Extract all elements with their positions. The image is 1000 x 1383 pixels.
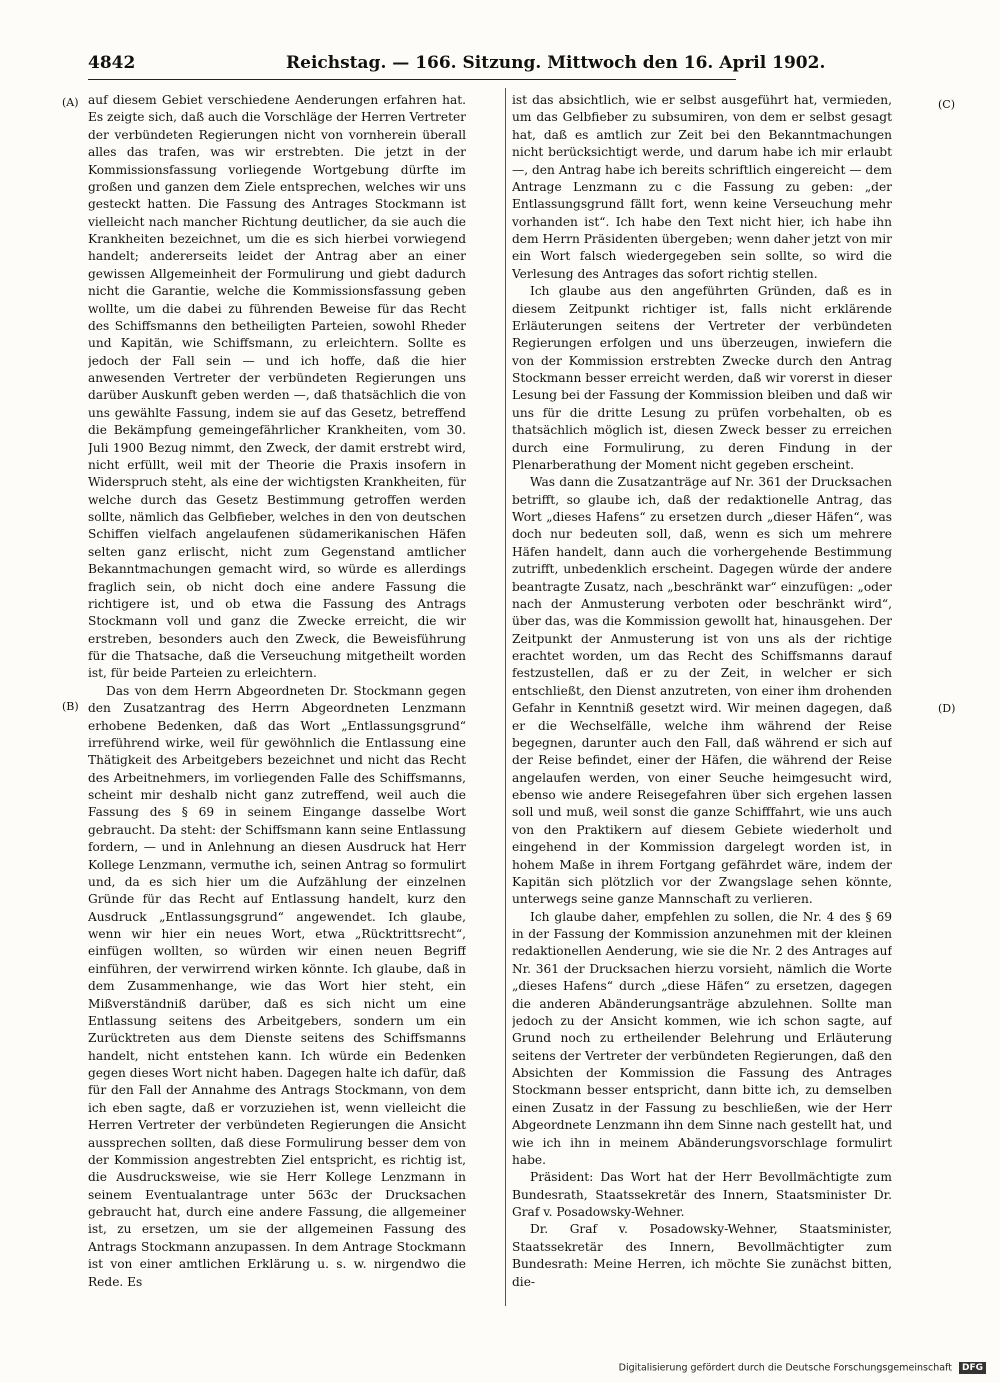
right-column: [512, 92, 892, 1306]
page-number: 4842: [88, 53, 136, 73]
column-divider: [505, 88, 506, 1306]
paragraph: Das von dem Herrn Abgeordneten Dr. Stockmann gegen den Zusatzantrag des Herrn Abgeordneten Lenzmann erhobene Bedenken, daß das Wort „Entlassungsgrund“ irreführend wirke, weil für gewöhnlich die Entlassung eine Thätigkeit des Arbeitgebers bezeichnet und nicht das Recht des Arbeitnehmers, im vorliegenden Falle des Schiffsmanns, scheint mir deshalb nicht ganz zutreffend, weil auch die Fassung des § 69 in seinem Eingange dasselbe Wort gebraucht. Da steht: der Schiffsmann kann seine Entlassung fordern, — und in Anlehnung an diesen Ausdruck hat Herr Kollege Lenzmann, vermuthe ich, seinen Antrag so formulirt und, da es sich hier um die Aufzählung der einzelnen Gründe für das Recht auf Entlassung handelt, kurz den Ausdruck „Entlassungsgrund“ angewendet. Ich glaube, wenn wir hier ein neues Wort, etwa „Rücktrittsrecht“, einfügen wollten, so würden wir einen neuen Begriff einführen, der verwirrend wirken könnte. Ich glaube, daß in dem Zusammenhange, wie das Wort hier steht, ein Mißverständniß darüber, daß es sich nicht um eine Entlassung seitens des Arbeitgebers, sondern um ein Zurücktreten aus dem Dienste seitens des Schiffsmanns handelt, nicht entstehen kann. Ich würde ein Bedenken gegen dieses Wort nicht haben. Dagegen halte ich dafür, daß für den Fall der Annahme des Antrags Stockmann, von dem ich eben sagte, daß er vorzuziehen ist, wenn vielleicht die Herren Vertreter der verbündeten Regierungen die Ansicht aussprechen sollten, daß diese Formulirung besser dem von der Kommission angestrebten Ziel entspricht, es richtig ist, die Ausdrucksweise, wie sie Herr Kollege Lenzmann in seinem Eventualantrage unter 563c der Drucksachen gebraucht hat, durch eine andere Fassung, die allgemeiner ist, zu ersetzen, um sie der allgemeinen Fassung des Antrags Stockmann anzupassen. In dem Antrage Stockmann ist von einer amtlichen Erklärung u. s. w. nirgendwo die Rede. Es: [88, 683, 466, 1289]
paragraph: ist das absichtlich, wie er selbst ausgeführt hat, vermieden, um das Gelbfieber zu subsumiren, von dem er selbst gesagt hat, daß es amtlich zur Zeit bei den Bekanntmachungen nicht berücksichtigt werde, und darum habe ich mir erlaubt —, den Antrag habe ich bereits schriftlich eingereicht — dem Antrage Lenzmann zu c die Fassung zu geben: „der Entlassungsgrund fällt fort, wenn keine Verseuchung mehr vorhanden ist“. Ich habe den Text nicht hier, ich habe ihn dem Herrn Präsidenten übergeben; wenn daher jetzt von mir ein Wort falsch wiedergegeben sein sollte, so wird die Verlesung des Antrages das sofort richtig stellen.: [512, 93, 892, 281]
header-rule: [88, 79, 736, 80]
margin-mark-c: (C): [938, 98, 955, 111]
running-head: Reichstag. — 166. Sitzung. Mittwoch den 16. April 1902.: [286, 53, 826, 73]
paragraph: auf diesem Gebiet verschiedene Aenderungen erfahren hat. Es zeigte sich, daß auch die Vorschläge der Herren Vertreter der verbündeten Regierungen nicht von vornherein überall alles das trafen, was wir erstrebten. Die jetzt in der Kommissionsfassung vorliegende Wortgebung dürfte im großen und ganzen dem Ziele entsprechen, welches wir uns gesteckt hatten. Die Fassung des Antrages Stockmann ist vielleicht nach mancher Richtung deutlicher, da sie auch die Krankheiten bezeichnet, um die es sich hierbei vorwiegend handelt; andererseits leidet der Antrag aber an einer gewissen Allgemeinheit der Formulirung und giebt dadurch nicht die Garantie, welche die Kommissionsfassung geben wollte, um die dabei zu führenden Beweise für das Recht des Schiffsmanns den betheiligten Parteien, sowohl Rheder und Kapitän, wie Schiffsmann, zu erleichtern. Sollte es jedoch der Fall sein — und ich hoffe, daß die hier anwesenden Vertreter der verbündeten Regierungen uns darüber Auskunft geben werden —, daß thatsächlich die von uns gewählte Fassung, indem sie auf das Gesetz, betreffend die Bekämpfung gemeingefährlicher Krankheiten, vom 30. Juli 1900 Bezug nimmt, den Zweck, der damit erstrebt wird, nicht erfüllt, weil mit der Theorie die Praxis insofern in Widerspruch steht, als eine der wichtigsten Krankheiten, für welche durch das Gesetz Bestimmung getroffen werden sollte, nämlich das Gelbfieber, welches in den von deutschen Schiffen vielfach angelaufenen südamerikanischen Häfen selten ganz erlischt, nicht zum Gegenstand amtlicher Bekanntmachungen gemacht wird, so würde es allerdings fraglich sein, ob nicht doch eine andere Fassung die richtigere ist, und ob etwa die Fassung des Antrags Stockmann voll und ganz die Zwecke erreicht, die wir erstreben, besonders auch den Zweck, die Beweisführung für die Thatsache, daß die Verseuchung mitgetheilt worden ist, für beide Parteien zu erleichtern.: [88, 93, 466, 681]
speaker-paragraph: Dr. Graf v. Posadowsky-Wehner, Staatsminister, Staatssekretär des Innern, Bevollmächtigter zum Bundesrath: Meine Herren, ich möchte Sie zunächst bitten, die-: [512, 1222, 892, 1289]
left-column: [88, 92, 466, 1292]
margin-mark-d: (D): [938, 702, 956, 715]
dfg-logo: DFG: [959, 1362, 986, 1374]
speaker-paragraph: Präsident: Das Wort hat der Herr Bevollmächtigte zum Bundesrath, Staatssekretär des Innern, Staatsminister Dr. Graf v. Posadowsky-Wehner.: [512, 1170, 892, 1219]
credit-text: Digitalisierung gefördert durch die Deutsche Forschungsgemeinschaft: [618, 1362, 952, 1374]
paragraph: Ich glaube daher, empfehlen zu sollen, die Nr. 4 des § 69 in der Fassung der Kommission anzunehmen mit der kleinen redaktionellen Aenderung, wie sie die Nr. 2 des Antrages auf Nr. 361 der Drucksachen hierzu vorsieht, nämlich die Worte „dieses Hafens“ durch „diese Häfen“ zu ersetzen, dagegen die anderen Abänderungsanträge abzulehnen. Sollte man jedoch zu der Ansicht kommen, wie ich schon sagte, auf Grund noch zu ertheilender Belehrung und Erläuterung seitens der Vertreter der verbündeten Regierungen, daß den Absichten der Kommission die Fassung des Antrages Stockmann besser entspricht, dann bitte ich, zu demselben einen Zusatz in der Fassung zu beschließen, wie der Herr Abgeordnete Lenzmann ihn dem Sinne nach gestellt hat, und wie ich ihn in meinem Abänderungsvorschlage formulirt habe.: [512, 909, 892, 1167]
margin-mark-a: (A): [62, 96, 79, 109]
page-header: [88, 52, 826, 74]
paragraph: Was dann die Zusatzanträge auf Nr. 361 der Drucksachen betrifft, so glaube ich, daß der redaktionelle Antrag, das Wort „dieses Hafens“ zu ersetzen durch „dieser Häfen“, was doch nur bedeuten soll, daß, wenn es sich um mehrere Häfen handelt, dann auch die vorhergehende Bestimmung zutrifft, unbedenklich erscheint. Dagegen würde der andere beantragte Zusatz, nach „beschränkt war“ einzufügen: „oder nach der Anmusterung verboten oder beschränkt wird“, über das, was die Kommission gewollt hat, hinausgehen. Der Zeitpunkt der Anmusterung ist von uns als der richtige erachtet worden, um das Recht des Schiffsmanns darauf festzustellen, daß er zu der Zeit, in welcher er sich entschließt, den Dienst anzutreten, von einer ihm drohenden Gefahr in Kenntniß gesetzt wird. Wir meinen dagegen, daß er die Wechselfälle, welche ihm während der Reise begegnen, darunter auch den Fall, daß während er sich auf der Reise befindet, einer der Häfen, die während der Reise angelaufen werden, von einer Seuche heimgesucht wird, ebenso wie andere Reisegefahren über sich ergehen lassen soll und muß, weil sonst die ganze Schifffahrt, wie uns auch von den Praktikern auf diesem Gebiete wiederholt und eingehend in der Kommission dargelegt worden ist, in hohem Maße in ihrem Fortgang gefährdet wäre, indem der Kapitän sich plötzlich vor der Zwangslage sehen könnte, unterwegs seine ganze Mannschaft zu verlieren.: [512, 475, 892, 907]
digitization-credit: [619, 1362, 986, 1375]
paragraph: Ich glaube aus den angeführten Gründen, daß es in diesem Zeitpunkt richtiger ist, falls nicht erklärende Erläuterungen seitens der Vertreter der verbündeten Regierungen erfolgen und uns überzeugen, inwiefern die von der Kommission erstrebten Zwecke durch den Antrag Stockmann besser erreicht werden, daß wir vorerst in dieser Lesung bei der Fassung der Kommission bleiben und daß wir uns für die dritte Lesung zu prüfen vorbehalten, ob es thatsächlich möglich ist, diesen Zweck besser zu erreichen durch eine Formulirung, zu deren Findung in der Plenarberathung der Moment nicht gegeben erscheint.: [512, 284, 892, 472]
margin-mark-b: (B): [62, 700, 79, 713]
